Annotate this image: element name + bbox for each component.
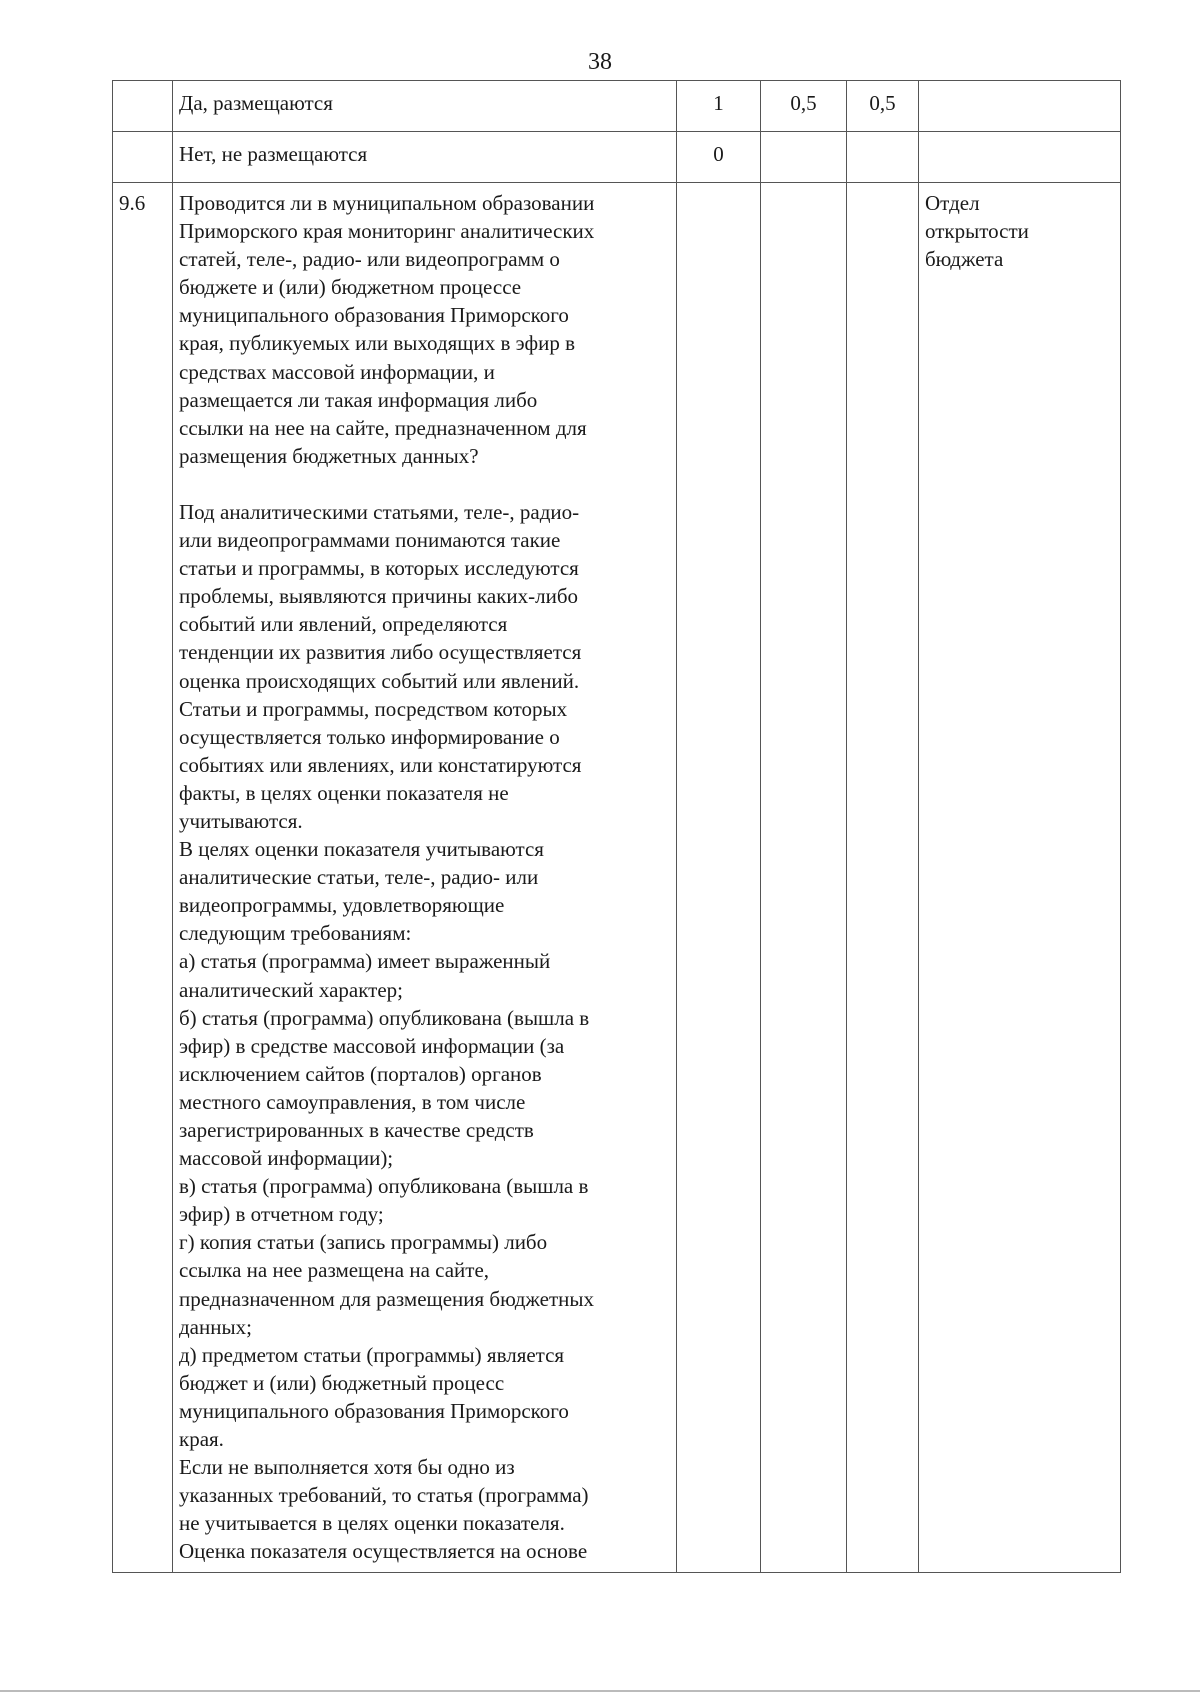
responsible-cell: [919, 81, 1121, 132]
value-cell-1: [761, 183, 847, 1573]
responsible-cell: [919, 132, 1121, 183]
scan-edge-divider: [0, 1690, 1200, 1692]
indicator-explanation: Под аналитическими статьями, теле-, радио- или видеопрограммами понимаются такие статьи и программы, в которых исследуются проблемы, выявляются причины каких-либо событий или явлений, определяются тенденции их развития либо осуществляется оценка происходящих событий или явлений. Статьи и программы, посредством которых осуществляется только информирование о событиях или явлениях, или констатируются факты, в целях оценки показателя не учитываются. В целях оценки показателя учитываются аналитические статьи, теле-, радио- или видеопрограммы, удовлетворяющие следующим требованиям: а) статья (программа) имеет выраженный аналитический характер; б) статья (программа) опубликована (вышла в эфир) в средстве массовой информации (за исключением сайтов (порталов) органов местного самоуправления, в том числе зарегистрированных в качестве средств массовой информации); в) статья (программа) опубликована (вышла в эфир) в отчетном году; г) копия статьи (запись программы) либо ссылка на нее размещена на сайте, предназначенном для размещения бюджетных данных; д) предметом статьи (программы) является бюджет и (или) бюджетный процесс муниципального образования Приморского края. Если не выполняется хотя бы одно из указанных требований, то статья (программа) не учитывается в целях оценки показателя. Оценка показателя осуществляется на основе: [179, 499, 594, 1564]
criteria-table: [112, 80, 1121, 1573]
answer-option-text: Да, размещаются: [173, 81, 677, 132]
responsible-cell: [919, 183, 1121, 1573]
value-cell-1: 0,5: [761, 81, 847, 132]
table-row-9-6: [113, 183, 1121, 1573]
row-number-cell: 9.6: [113, 183, 173, 1573]
indicator-text-cell: [173, 183, 677, 1573]
table-row: [113, 132, 1121, 183]
value-cell-2: [847, 132, 919, 183]
score-cell: [677, 183, 761, 1573]
score-cell: 1: [677, 81, 761, 132]
value-cell-2: 0,5: [847, 81, 919, 132]
row-number-cell: [113, 132, 173, 183]
responsible-department: Отдел открытости бюджета: [925, 191, 1029, 272]
table-row: [113, 81, 1121, 132]
answer-option-text: Нет, не размещаются: [173, 132, 677, 183]
score-cell: 0: [677, 132, 761, 183]
value-cell-1: [761, 132, 847, 183]
row-number-cell: [113, 81, 173, 132]
indicator-question: Проводится ли в муниципальном образовании Приморского края мониторинг аналитических статей, теле-, радио- или видеопрограмм о бюджете и (или) бюджетном процессе муниципального образования Приморского края, публикуемых или выходящих в эфир в средствах массовой информации, и размещается ли такая информация либо ссылки на нее на сайте, предназначенном для размещения бюджетных данных?: [179, 191, 595, 468]
page-number: 38: [588, 49, 612, 75]
value-cell-2: [847, 183, 919, 1573]
